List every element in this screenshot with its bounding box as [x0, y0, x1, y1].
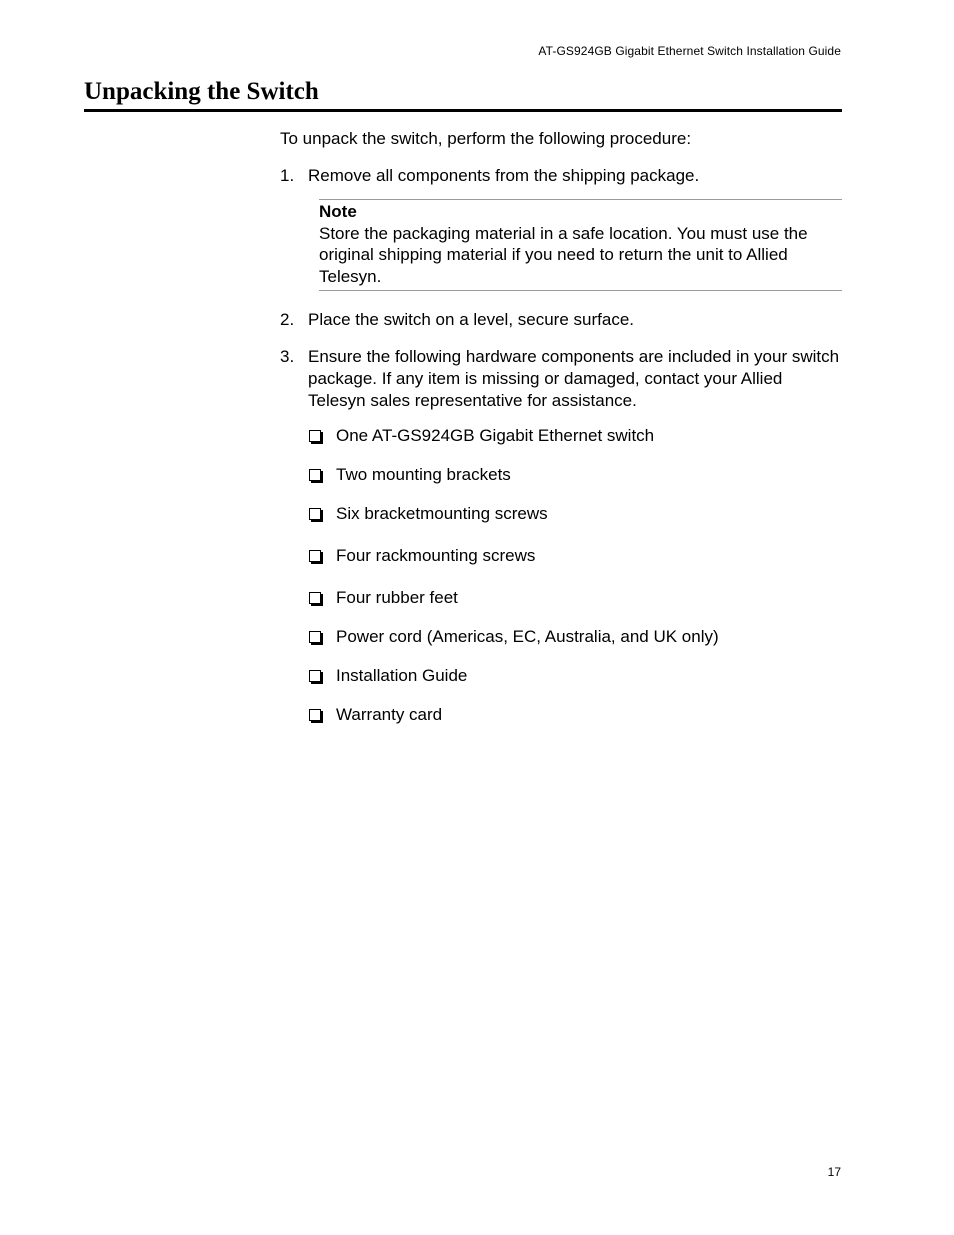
list-item-text: Six bracketmounting screws: [336, 504, 548, 523]
checkbox-icon: [309, 430, 321, 442]
step-text: Remove all components from the shipping package.: [308, 166, 700, 185]
note-box: [319, 199, 842, 291]
list-item-text: One AT-GS924GB Gigabit Ethernet switch: [336, 426, 655, 445]
components-checklist: [308, 425, 842, 726]
list-item: [308, 503, 842, 525]
step-number: 3.: [280, 347, 295, 366]
list-item: [308, 464, 842, 486]
checkbox-icon: [309, 469, 321, 481]
step-number: 2.: [280, 310, 295, 329]
step-2: [280, 309, 842, 331]
list-item: [308, 587, 842, 609]
list-item-text: Warranty card: [336, 705, 443, 724]
list-item-text: Installation Guide: [336, 666, 468, 685]
page-number: 17: [827, 1165, 841, 1179]
list-item-text: Four rackmounting screws: [336, 546, 536, 565]
step-text: Ensure the following hardware components are included in your switch package. If any item is missing or damaged, contact your Allied Telesyn sales representative for assistance.: [308, 347, 840, 410]
step-3: [280, 346, 842, 412]
list-item: [308, 665, 842, 687]
procedure-body: [280, 128, 842, 726]
section-title: Unpacking the Switch: [84, 76, 842, 112]
step-1: [280, 165, 842, 187]
list-item: [308, 626, 842, 648]
list-item-text: Power cord (Americas, EC, Australia, and UK only): [336, 627, 719, 646]
checkbox-icon: [309, 631, 321, 643]
checkbox-icon: [309, 550, 321, 562]
checkbox-icon: [309, 670, 321, 682]
checkbox-icon: [309, 709, 321, 721]
running-header: AT-GS924GB Gigabit Ethernet Switch Installation Guide: [538, 44, 841, 58]
list-item-text: Two mounting brackets: [336, 465, 511, 484]
step-number: 1.: [280, 166, 295, 185]
intro-text: To unpack the switch, perform the following procedure:: [280, 129, 692, 148]
list-item-text: Four rubber feet: [336, 588, 458, 607]
note-text: Store the packaging material in a safe location. You must use the original shipping material if you need to return the unit to Allied Telesyn.: [319, 223, 808, 286]
list-item: [308, 704, 842, 726]
checkbox-icon: [309, 592, 321, 604]
note-title: Note: [319, 202, 357, 221]
list-item: [308, 425, 842, 447]
step-text: Place the switch on a level, secure surface.: [308, 310, 634, 329]
checkbox-icon: [309, 508, 321, 520]
list-item: [308, 545, 842, 567]
